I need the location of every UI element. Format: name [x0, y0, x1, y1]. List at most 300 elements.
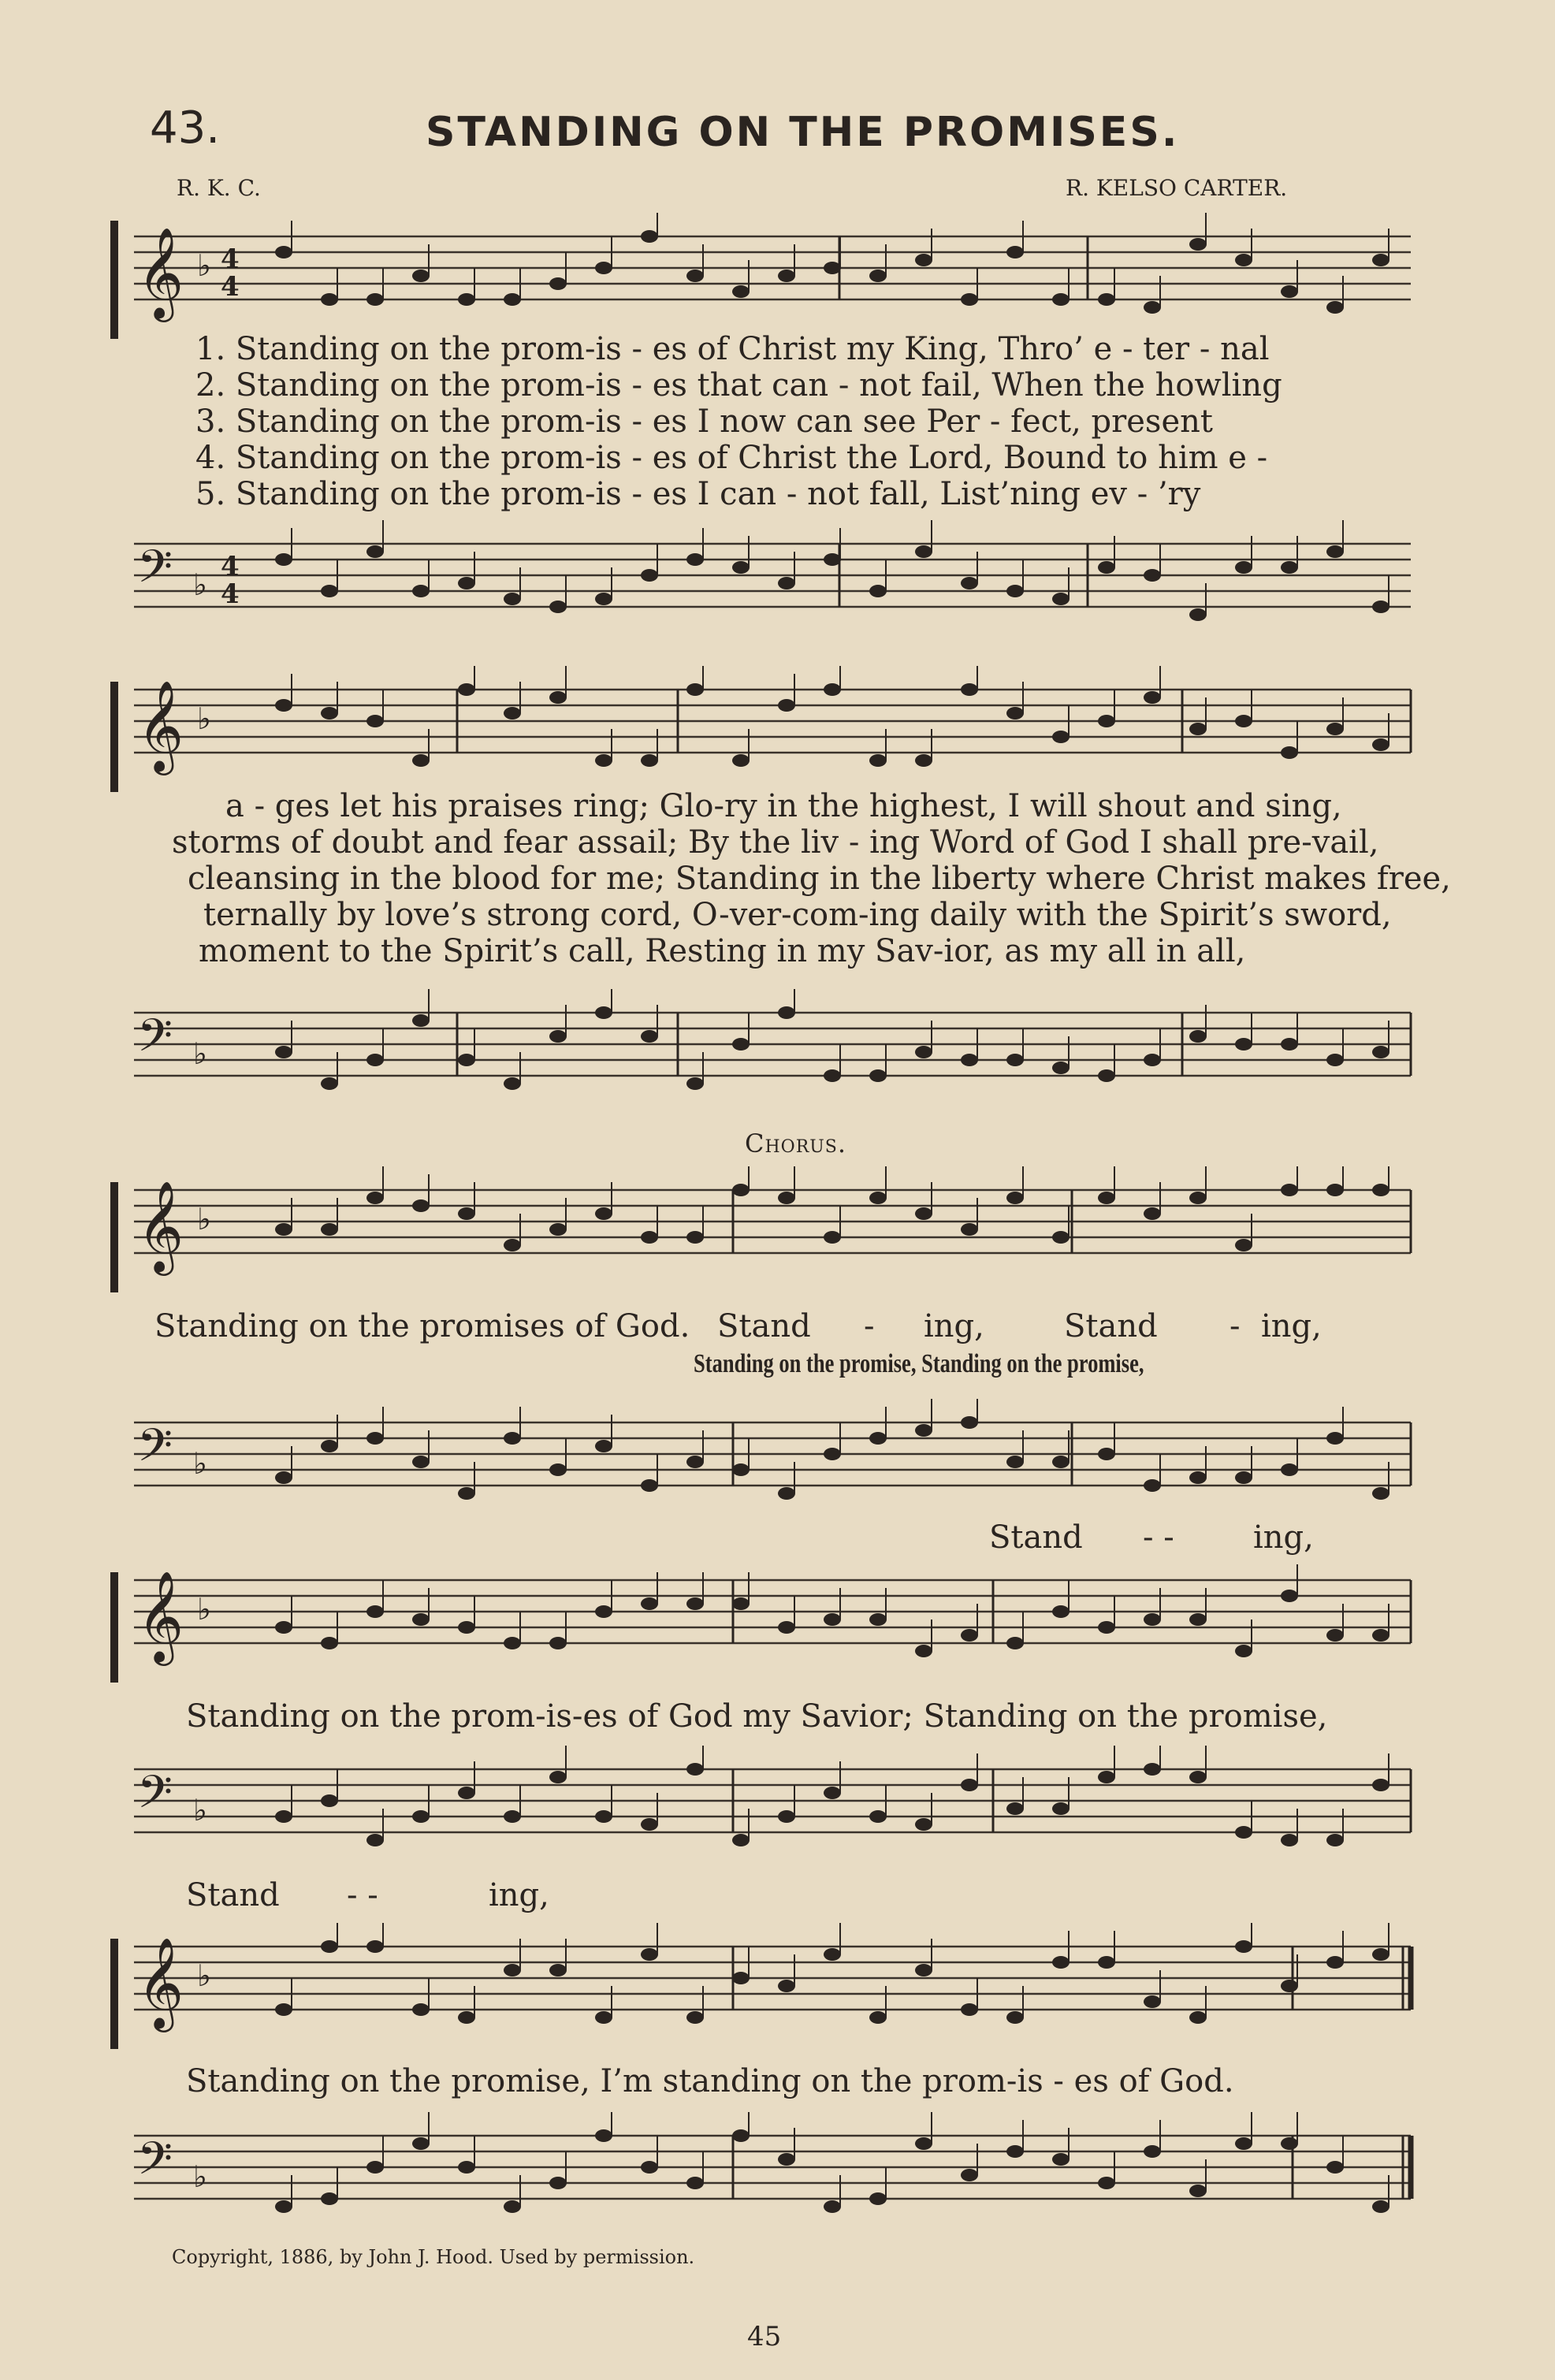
notehead	[869, 1613, 887, 1626]
notehead	[366, 1940, 384, 1953]
notehead	[641, 230, 658, 243]
notehead	[1189, 238, 1207, 251]
notehead	[366, 293, 384, 306]
svg-text:♭: ♭	[197, 248, 211, 283]
notehead	[686, 270, 704, 282]
chorus-ing-1: ing,	[924, 1308, 984, 1344]
notehead	[961, 2169, 978, 2181]
verse-line-1	[195, 331, 1282, 512]
notehead	[595, 1440, 612, 1452]
notehead	[1326, 2161, 1344, 2174]
notehead	[869, 1192, 887, 1204]
notehead	[1326, 1834, 1344, 1846]
notehead	[1098, 1621, 1115, 1634]
notehead	[504, 1637, 521, 1649]
notehead	[686, 2011, 704, 2024]
chorus-label: Chorus.	[745, 1129, 847, 1158]
notehead	[1006, 1192, 1024, 1204]
notehead	[1281, 746, 1298, 759]
notehead	[732, 285, 750, 298]
notehead	[1098, 715, 1115, 727]
notehead	[321, 1940, 338, 1953]
notehead	[686, 1077, 704, 1090]
notehead	[778, 1487, 795, 1500]
svg-text:♭: ♭	[197, 1592, 211, 1627]
notehead	[1098, 561, 1115, 574]
verse-4-line-1: 4. Standing on the prom-is - es of Christ the Lord, Bound to him e -	[195, 440, 1268, 476]
svg-text:♭: ♭	[193, 1036, 207, 1071]
bass-dashes-1: - -	[1143, 1519, 1174, 1556]
notehead	[504, 1239, 521, 1251]
chorus-line-1-text: Standing on the promises of God.	[154, 1308, 690, 1344]
notehead	[641, 1479, 658, 1492]
notehead	[869, 754, 887, 767]
notehead	[1144, 2145, 1161, 2158]
notehead	[504, 1432, 521, 1445]
notehead	[824, 1069, 841, 1082]
chorus-stand-2: Stand	[1064, 1308, 1158, 1344]
bass-ing-1: ing,	[1253, 1519, 1314, 1556]
notehead	[595, 262, 612, 274]
notehead	[1235, 561, 1252, 574]
notehead	[595, 1605, 612, 1618]
notehead	[1098, 1448, 1115, 1460]
notehead	[915, 1046, 932, 1058]
system-4-treble-staff	[110, 1556, 1419, 1683]
notehead	[778, 577, 795, 589]
notehead	[321, 1440, 338, 1452]
svg-text:4: 4	[221, 551, 240, 582]
treble-clef-icon: 𝄞	[137, 226, 184, 318]
notehead	[549, 1463, 567, 1476]
verse-5-line-2: moment to the Spirit’s call, Resting in my Sav-ior, as my all in all,	[199, 933, 1246, 969]
notehead	[458, 293, 475, 306]
notehead	[1372, 738, 1389, 751]
chorus-ing-2: ing,	[1261, 1308, 1322, 1344]
notehead	[641, 1948, 658, 1961]
notehead	[686, 1763, 704, 1776]
notehead	[824, 2200, 841, 2213]
notehead	[1326, 1432, 1344, 1445]
notehead	[1281, 1834, 1298, 1846]
notehead	[869, 2192, 887, 2205]
notehead	[366, 1432, 384, 1445]
notehead	[1235, 715, 1252, 727]
copyright-notice: Copyright, 1886, by John J. Hood. Used by permission.	[172, 2246, 695, 2268]
notehead	[1235, 2137, 1252, 2150]
notehead	[366, 1192, 384, 1204]
bass-ing-2: ing,	[489, 1877, 549, 1913]
notehead	[504, 1810, 521, 1823]
notehead	[275, 1621, 292, 1634]
chorus-echo-line: Standing on the promise, Standing on the promise,	[694, 1349, 1144, 1378]
notehead	[366, 1605, 384, 1618]
notehead	[458, 1487, 475, 1500]
notehead	[1144, 1613, 1161, 1626]
notehead	[1052, 593, 1070, 605]
notehead	[275, 1223, 292, 1236]
notehead	[549, 1637, 567, 1649]
svg-text:𝄢: 𝄢	[137, 1419, 173, 1483]
svg-text:♭: ♭	[197, 1202, 211, 1236]
notehead	[732, 1972, 750, 1984]
notehead	[778, 1980, 795, 1992]
notehead	[1052, 1231, 1070, 1244]
notehead	[1144, 1479, 1161, 1492]
notehead	[275, 1471, 292, 1484]
notehead	[1189, 2185, 1207, 2197]
notehead	[412, 754, 430, 767]
notehead	[1098, 1192, 1115, 1204]
chorus-stand-1: Stand	[717, 1308, 811, 1344]
notehead	[732, 754, 750, 767]
notehead	[961, 577, 978, 589]
notehead	[595, 2011, 612, 2024]
notehead	[1189, 1613, 1207, 1626]
notehead	[1144, 1207, 1161, 1220]
notehead	[321, 1794, 338, 1807]
chorus-line-2: Standing on the prom-is-es of God my Savior; Standing on the promise,	[186, 1698, 1328, 1735]
svg-text:𝄢: 𝄢	[137, 1765, 173, 1830]
notehead	[732, 561, 750, 574]
svg-text:𝄢: 𝄢	[137, 1009, 173, 1073]
bass-stand-2: Stand	[186, 1877, 280, 1913]
notehead	[915, 1424, 932, 1437]
notehead	[778, 699, 795, 712]
notehead	[1235, 1940, 1252, 1953]
notehead	[321, 2192, 338, 2205]
notehead	[595, 754, 612, 767]
notehead	[778, 1006, 795, 1019]
notehead	[641, 1818, 658, 1831]
notehead	[549, 601, 567, 613]
notehead	[1235, 254, 1252, 266]
svg-text:♭: ♭	[197, 701, 211, 736]
svg-text:𝄞: 𝄞	[137, 1570, 184, 1662]
system-1-treble-staff	[110, 213, 1419, 339]
notehead	[686, 1456, 704, 1468]
notehead	[1052, 1605, 1070, 1618]
notehead	[961, 1223, 978, 1236]
notehead	[458, 577, 475, 589]
notehead	[458, 2011, 475, 2024]
notehead	[1372, 1046, 1389, 1058]
notehead	[961, 1629, 978, 1642]
system-5-treble-staff	[110, 1923, 1419, 2049]
notehead	[1098, 1771, 1115, 1783]
notehead	[869, 1432, 887, 1445]
notehead	[641, 1030, 658, 1043]
notehead	[321, 707, 338, 720]
verse-line-2	[172, 788, 1451, 969]
notehead	[915, 1207, 932, 1220]
notehead	[412, 1199, 430, 1212]
notehead	[504, 1964, 521, 1977]
notehead	[1235, 1038, 1252, 1051]
notehead	[504, 1077, 521, 1090]
notehead	[686, 1231, 704, 1244]
svg-text:♭: ♭	[193, 1446, 207, 1481]
notehead	[275, 1810, 292, 1823]
verse-4-line-2: ternally by love’s strong cord, O-ver-com-ing daily with the Spirit’s sword,	[203, 897, 1392, 933]
notehead	[1281, 1184, 1298, 1196]
notehead	[1189, 1192, 1207, 1204]
page-number: 45	[747, 2321, 782, 2352]
notehead	[824, 1787, 841, 1799]
hymn-number: 43.	[150, 102, 221, 154]
notehead	[458, 1207, 475, 1220]
notehead	[869, 2011, 887, 2024]
notehead	[961, 1779, 978, 1791]
notehead	[1372, 1629, 1389, 1642]
verse-3-line-2: cleansing in the blood for me; Standing in the liberty where Christ makes free,	[188, 861, 1451, 897]
bass-dashes-2: - -	[347, 1877, 378, 1913]
notehead	[686, 553, 704, 566]
notehead	[1372, 601, 1389, 613]
notehead	[641, 754, 658, 767]
verse-1-line-1: 1. Standing on the prom-is - es of Christ my King, Thro’ e - ter - nal	[195, 331, 1270, 367]
notehead	[549, 277, 567, 290]
notehead	[595, 1006, 612, 1019]
notehead	[595, 2129, 612, 2142]
notehead	[1052, 1456, 1070, 1468]
svg-text:♭: ♭	[197, 1958, 211, 1993]
notehead	[686, 683, 704, 696]
notehead	[275, 1046, 292, 1058]
words-credit: R. K. C.	[177, 175, 261, 201]
notehead	[1006, 2011, 1024, 2024]
notehead	[504, 593, 521, 605]
notehead	[1326, 545, 1344, 558]
notehead	[1006, 585, 1024, 597]
svg-text:𝄞: 𝄞	[137, 1936, 184, 2029]
notehead	[1052, 731, 1070, 743]
notehead	[869, 1810, 887, 1823]
notehead	[824, 1231, 841, 1244]
notehead	[1098, 2177, 1115, 2189]
notehead	[412, 1014, 430, 1027]
notehead	[1372, 1184, 1389, 1196]
svg-text:𝄢: 𝄢	[137, 2132, 173, 2196]
notehead	[1372, 1779, 1389, 1791]
notehead	[732, 1597, 750, 1610]
notehead	[1326, 1629, 1344, 1642]
svg-text:𝄞: 𝄞	[137, 1180, 184, 1272]
notehead	[915, 2137, 932, 2150]
notehead	[366, 715, 384, 727]
notehead	[732, 2129, 750, 2142]
verse-1-line-2: a - ges let his praises ring; Glo-ry in the highest, I will shout and sing,	[225, 788, 1342, 824]
notehead	[1006, 2145, 1024, 2158]
notehead	[504, 293, 521, 306]
notehead	[732, 1184, 750, 1196]
notehead	[1006, 1637, 1024, 1649]
notehead	[824, 262, 841, 274]
notehead	[1281, 285, 1298, 298]
verse-2-line-1: 2. Standing on the prom-is - es that can - not fail, When the howling	[195, 367, 1282, 403]
notehead	[458, 2161, 475, 2174]
notehead	[412, 1613, 430, 1626]
notehead	[412, 2137, 430, 2150]
notehead	[732, 1038, 750, 1051]
music-credit: R. KELSO CARTER.	[1066, 175, 1288, 201]
notehead	[1052, 293, 1070, 306]
chorus-dash-1: -	[864, 1308, 875, 1344]
notehead	[1235, 1471, 1252, 1484]
chorus-dash-2: -	[1229, 1308, 1241, 1344]
chorus-line-1	[154, 1308, 690, 1344]
notehead	[1326, 1184, 1344, 1196]
notehead	[824, 683, 841, 696]
notehead	[1281, 1980, 1298, 1992]
hymn-title: STANDING ON THE PROMISES.	[426, 109, 1180, 156]
notehead	[412, 585, 430, 597]
notehead	[366, 1054, 384, 1066]
notehead	[915, 754, 932, 767]
notehead	[778, 1192, 795, 1204]
notehead	[412, 1456, 430, 1468]
notehead	[1235, 1239, 1252, 1251]
svg-text:𝄞: 𝄞	[137, 679, 184, 772]
notehead	[1281, 1463, 1298, 1476]
verse-3-line-1: 3. Standing on the prom-is - es I now can see Per - fect, present	[195, 403, 1213, 440]
notehead	[1144, 1054, 1161, 1066]
notehead	[366, 545, 384, 558]
notehead	[366, 2161, 384, 2174]
svg-text:4: 4	[221, 578, 240, 610]
notehead	[275, 553, 292, 566]
notehead	[869, 270, 887, 282]
notehead	[1052, 1062, 1070, 1074]
notehead	[1326, 301, 1344, 314]
notehead	[824, 553, 841, 566]
notehead	[1235, 1645, 1252, 1657]
notehead	[869, 1069, 887, 1082]
system-1-bass-staff	[110, 520, 1419, 646]
svg-text:♭: ♭	[193, 567, 207, 602]
notehead	[549, 691, 567, 704]
notehead	[412, 1810, 430, 1823]
bass-stand-1: Stand	[989, 1519, 1083, 1556]
notehead	[275, 2003, 292, 2016]
notehead	[321, 1077, 338, 1090]
notehead	[915, 1645, 932, 1657]
notehead	[1281, 2137, 1298, 2150]
notehead	[458, 1621, 475, 1634]
notehead	[961, 293, 978, 306]
notehead	[869, 585, 887, 597]
svg-text:4: 4	[221, 271, 240, 303]
notehead	[1235, 1826, 1252, 1839]
notehead	[1189, 2011, 1207, 2024]
notehead	[824, 1448, 841, 1460]
notehead	[1281, 1038, 1298, 1051]
notehead	[1326, 723, 1344, 735]
bass-clef-icon: 𝄢	[137, 540, 173, 604]
notehead	[961, 1416, 978, 1429]
notehead	[1189, 723, 1207, 735]
notehead	[458, 1787, 475, 1799]
system-3-bass-staff	[110, 1399, 1419, 1525]
notehead	[321, 585, 338, 597]
notehead	[504, 707, 521, 720]
notehead	[458, 683, 475, 696]
notehead	[641, 1231, 658, 1244]
notehead	[778, 1621, 795, 1634]
notehead	[275, 2200, 292, 2213]
notehead	[641, 569, 658, 582]
notehead	[549, 2177, 567, 2189]
notehead	[1372, 1948, 1389, 1961]
notehead	[915, 1818, 932, 1831]
notehead	[915, 1964, 932, 1977]
notehead	[1189, 1471, 1207, 1484]
system-2-treble-staff	[110, 666, 1419, 792]
notehead	[275, 699, 292, 712]
notehead	[1144, 691, 1161, 704]
notehead	[321, 1637, 338, 1649]
notehead	[961, 683, 978, 696]
notehead	[1006, 1456, 1024, 1468]
notehead	[549, 1223, 567, 1236]
notehead	[686, 2177, 704, 2189]
notehead	[366, 1834, 384, 1846]
notehead	[824, 1948, 841, 1961]
notehead	[1098, 1069, 1115, 1082]
notehead	[321, 1223, 338, 1236]
notehead	[1189, 608, 1207, 621]
notehead	[686, 1597, 704, 1610]
notehead	[778, 1810, 795, 1823]
notehead	[824, 1613, 841, 1626]
system-5-bass-staff	[110, 2112, 1419, 2238]
notehead	[1372, 254, 1389, 266]
notehead	[961, 1054, 978, 1066]
system-2-bass-staff	[110, 989, 1419, 1115]
notehead	[1006, 246, 1024, 258]
notehead	[1052, 1956, 1070, 1969]
notehead	[412, 2003, 430, 2016]
notehead	[549, 1030, 567, 1043]
notehead	[1098, 1956, 1115, 1969]
verse-5-line-1: 5. Standing on the prom-is - es I can - not fall, List’ning ev - ’ry	[195, 476, 1201, 512]
notehead	[595, 593, 612, 605]
notehead	[1189, 1030, 1207, 1043]
system-4-bass-staff	[110, 1746, 1419, 1872]
notehead	[1326, 1054, 1344, 1066]
notehead	[1144, 1995, 1161, 2008]
notehead	[412, 270, 430, 282]
notehead	[595, 1207, 612, 1220]
svg-text:♭: ♭	[193, 2159, 207, 2194]
notehead	[1326, 1956, 1344, 1969]
notehead	[549, 1964, 567, 1977]
notehead	[1372, 2200, 1389, 2213]
notehead	[778, 2153, 795, 2166]
notehead	[1006, 1802, 1024, 1815]
notehead	[458, 1054, 475, 1066]
notehead	[1189, 1771, 1207, 1783]
notehead	[732, 1463, 750, 1476]
notehead	[1144, 301, 1161, 314]
notehead	[1006, 1054, 1024, 1066]
svg-text:♭: ♭	[193, 1793, 207, 1828]
notehead	[915, 254, 932, 266]
notehead	[1281, 1590, 1298, 1602]
verse-2-line-2: storms of doubt and fear assail; By the liv - ing Word of God I shall pre-vail,	[172, 824, 1379, 861]
notehead	[1372, 1487, 1389, 1500]
notehead	[641, 2161, 658, 2174]
